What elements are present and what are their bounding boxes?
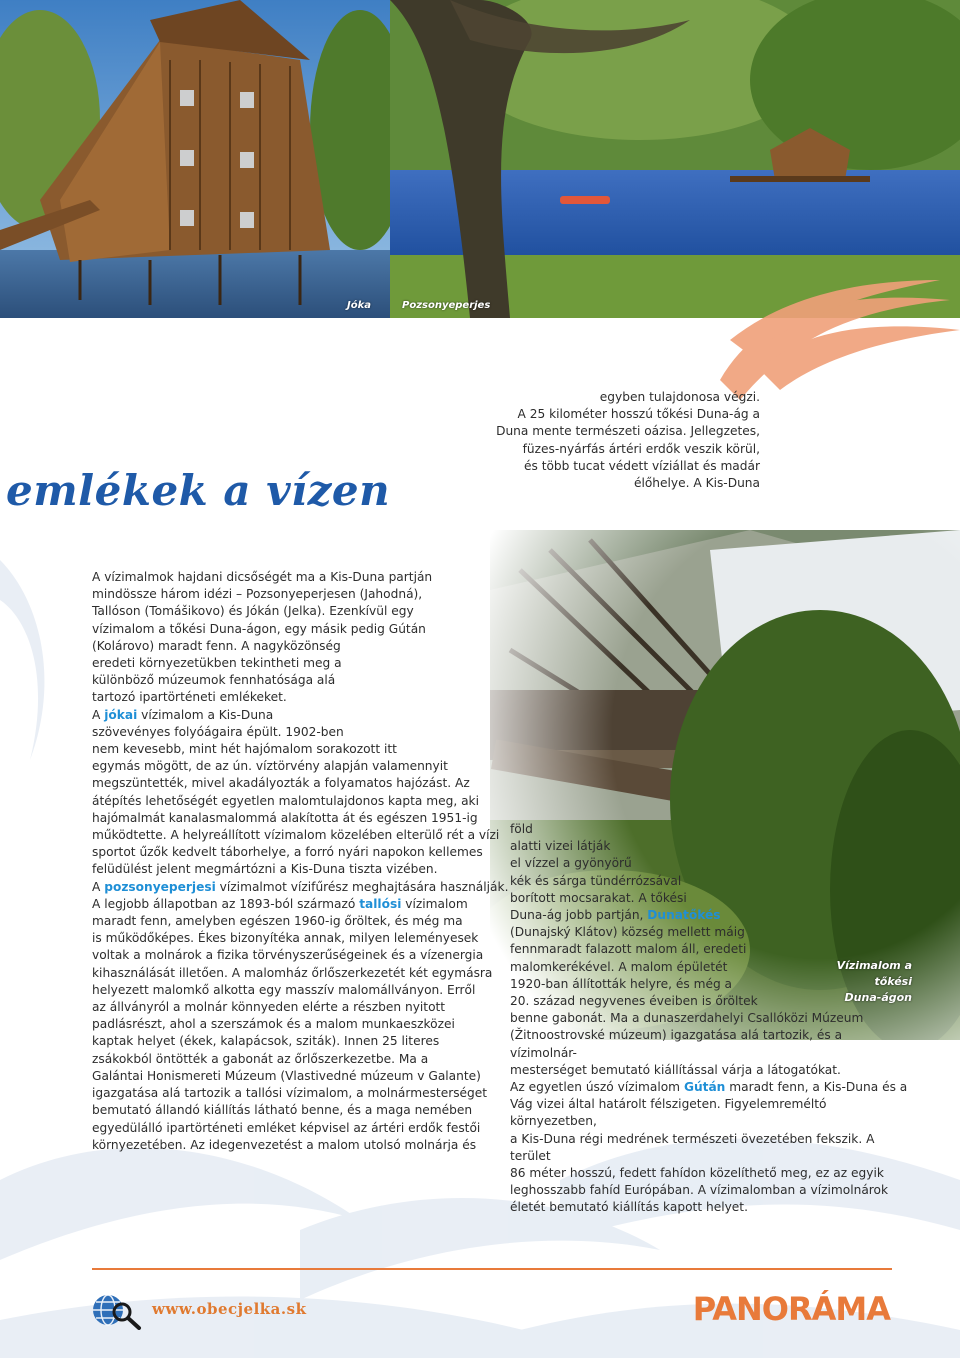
page-headline: emlékek a vízen	[6, 466, 391, 515]
intro-line: füzes-nyárfás ártéri erdők veszik körül,	[522, 441, 760, 456]
text-line: 1920-ban állították helyre, és még a	[510, 976, 733, 991]
text-line: föld	[510, 822, 533, 836]
footer-divider	[92, 1268, 892, 1270]
text-line	[92, 707, 512, 724]
text-line: hajómalmát kanalasmalommá alakította át és egészen 1951-ig	[92, 810, 478, 825]
text-span: A legjobb állapotban az 1893-ból származó	[92, 896, 360, 911]
text-line: szövevényes folyóágaira épült. 1902-ben	[92, 724, 344, 739]
text-line: megszüntették, mivel akadályozták a folyamatos hajózást. Az	[92, 776, 470, 791]
text-line: voltak a molnárok a fizika törvényszerűségeinek és a vízenergia	[92, 948, 484, 963]
text-line: kihasználását illetően. A malomház őrlőszerkezetét két egymásra	[92, 965, 493, 980]
text-line: zsákokból öntötték a gabonát az őrlőszerkezetbe. Ma a	[92, 1051, 429, 1066]
caption-line: Duna-ágon	[844, 991, 912, 1004]
text-line: A vízimalmok hajdani dicsőségét ma a Kis-Duna partján	[92, 570, 433, 584]
text-line: (Dunajský Klátov) község mellett máig	[510, 925, 745, 940]
text-line: átépítés lehetőségét egyetlen malomtulajdonos kapta meg, aki	[92, 793, 479, 808]
text-line: leghosszabb fahíd Európában. A vízimalomban a vízimolnárok	[510, 1183, 889, 1198]
text-line: maradt fenn, amelyben egészen 1960-ig őröltek, és még ma	[92, 914, 463, 929]
text-span: Az egyetlen úszó vízimalom	[510, 1080, 684, 1095]
text-line: Galántai Honismereti Múzeum (Vlastivedné múzeum v Galante)	[92, 1068, 481, 1083]
text-span: A	[92, 707, 105, 722]
text-line: fennmaradt falazott malom áll, eredeti	[510, 942, 747, 957]
text-line: helyezett malomkő alkotta egy masszív malomállványon. Erről	[92, 982, 476, 997]
text-line: malomkerékével. A malom épületét	[510, 959, 728, 974]
intro-line: A 25 kilométer hosszú tőkési Duna-ág a	[517, 407, 760, 422]
place-name-jokai: jókai	[104, 707, 138, 722]
text-line: mesterséget bemutató kiállítással várja a látogatókat.	[510, 1062, 841, 1077]
text-line: mindössze három idézi – Pozsonyeperjesen (Jahodná),	[92, 587, 423, 602]
text-line: felüdülést jelent megmártózni a Kis-Duna tiszta vizében.	[92, 862, 438, 877]
caption-left-photo: Jóka	[347, 300, 371, 311]
text-line: az állványról a molnár könnyeden elérte a részben nyitott	[92, 1000, 446, 1015]
text-line: vízimalom a tőkési Duna-ágon, egy másik pedig Gútán	[92, 621, 426, 636]
right-column-text	[510, 821, 910, 1217]
text-span: vízimalom	[401, 896, 468, 911]
text-line: eredeti környezetükben tekintheti meg a	[92, 656, 342, 671]
panorama-logo: PANORÁMA	[692, 1290, 890, 1328]
text-line: 20. század negyvenes éveiben is őröltek	[510, 994, 758, 1009]
website-link[interactable]: www.obecjelka.sk	[152, 1300, 307, 1318]
text-line: életét bemutató kiállítás kapott helyet.	[510, 1200, 748, 1215]
globe-search-icon	[90, 1290, 142, 1330]
text-line: (Žitnoostrovské múzeum) igazgatása alá tartozik, és a vízimolnár-	[510, 1028, 843, 1060]
text-line: környezetében. Az idegenvezetést a malom utolsó molnárja és	[92, 1137, 477, 1152]
text-line: Tallóson (Tomášikovo) és Jókán (Jelka). Ezenkívül egy	[92, 604, 414, 619]
caption-right-photo: Pozsonyeperjes	[402, 300, 491, 311]
text-line: is működőképes. Ékes bizonyítéka annak, milyen leleményesek	[92, 931, 479, 946]
text-line: borított mocsarakat. A tőkési	[510, 890, 687, 905]
text-line	[510, 907, 910, 924]
text-line: egymás mögött, de az ún. víztörvény alapján valamennyit	[92, 759, 448, 774]
place-name-pozsonyeperjesi: pozsonyeperjesi	[104, 879, 216, 894]
text-span: vízimalmot vízifűrész meghajtására használják.	[215, 879, 509, 894]
intro-line: egyben tulajdonosa végzi.	[599, 390, 760, 404]
text-line: kék és sárga tündérrózsával	[510, 873, 682, 888]
intro-text	[470, 389, 760, 492]
text-line: nem kevesebb, mint hét hajómalom sorakozott itt	[92, 742, 397, 757]
text-line: a Kis-Duna régi medrének természeti övezetében fekszik. A terület	[510, 1131, 875, 1163]
intro-line: élőhelye. A Kis-Duna	[633, 476, 760, 491]
text-span: A	[92, 879, 105, 894]
text-line: padlásrészt, ahol a szerszámok és a malom munkaeszközei	[92, 1017, 455, 1032]
text-line	[92, 896, 512, 913]
intro-line: és több tucat védett víziállat és madár	[523, 458, 760, 473]
place-name-dunatokes: Dunatőkés	[647, 908, 721, 923]
text-span: vízimalom a Kis-Duna	[137, 707, 274, 722]
intro-line: Duna mente természeti oázisa. Jellegzetes,	[496, 424, 760, 439]
text-line	[510, 1079, 910, 1096]
text-line: alatti vizei látják	[510, 839, 611, 854]
text-line: működtette. A helyreállított vízimalom közelében elterülő rét a vízi	[92, 828, 500, 843]
text-span: maradt fenn, a Kis-Duna és a	[725, 1080, 908, 1095]
place-name-tallosi: tallósi	[359, 896, 402, 911]
text-line: 86 méter hosszú, fedett fahídon közelíthető meg, ez az egyik	[510, 1166, 884, 1181]
text-span: Duna-ág jobb partján,	[510, 908, 648, 923]
text-line: kaptak helyet (ékek, kalapácsok, sziták). Innen 25 literes	[92, 1034, 440, 1049]
text-line	[92, 879, 512, 896]
text-line: benne gabonát. Ma a dunaszerdahelyi Csallóközi Múzeum	[510, 1011, 864, 1026]
text-line: bemutató állandó kiállítás látható benne, és a maga nemében	[92, 1103, 473, 1118]
photo-pozsonyeperjes-lake	[390, 0, 960, 318]
text-line: el vízzel a gyönyörű	[510, 856, 632, 871]
text-line: egyedülálló ipartörténeti emléket képvisel az ártéri erdők festői	[92, 1120, 481, 1135]
left-column-text	[92, 569, 512, 1154]
text-line: igazgatása alá tartozik a tallósi vízimalom, a molnármesterséget	[92, 1086, 488, 1101]
text-line: különböző múzeumok fennhatósága alá	[92, 673, 336, 688]
text-line: Vág vizei által határolt félszigeten. Figyelemreméltó környezetben,	[510, 1097, 827, 1129]
photo-jóka-watermill	[0, 0, 390, 318]
text-line: (Kolárovo) maradt fenn. A nagyközönség	[92, 638, 341, 653]
text-line: tartozó ipartörténeti emlékeket.	[92, 690, 287, 705]
place-name-gutan: Gútán	[683, 1080, 726, 1095]
text-line: sportot űzők kedvelt táborhelye, a forró nyári napokon kellemes	[92, 845, 483, 860]
caption-line: Vízimalom a tőkési	[836, 959, 912, 988]
